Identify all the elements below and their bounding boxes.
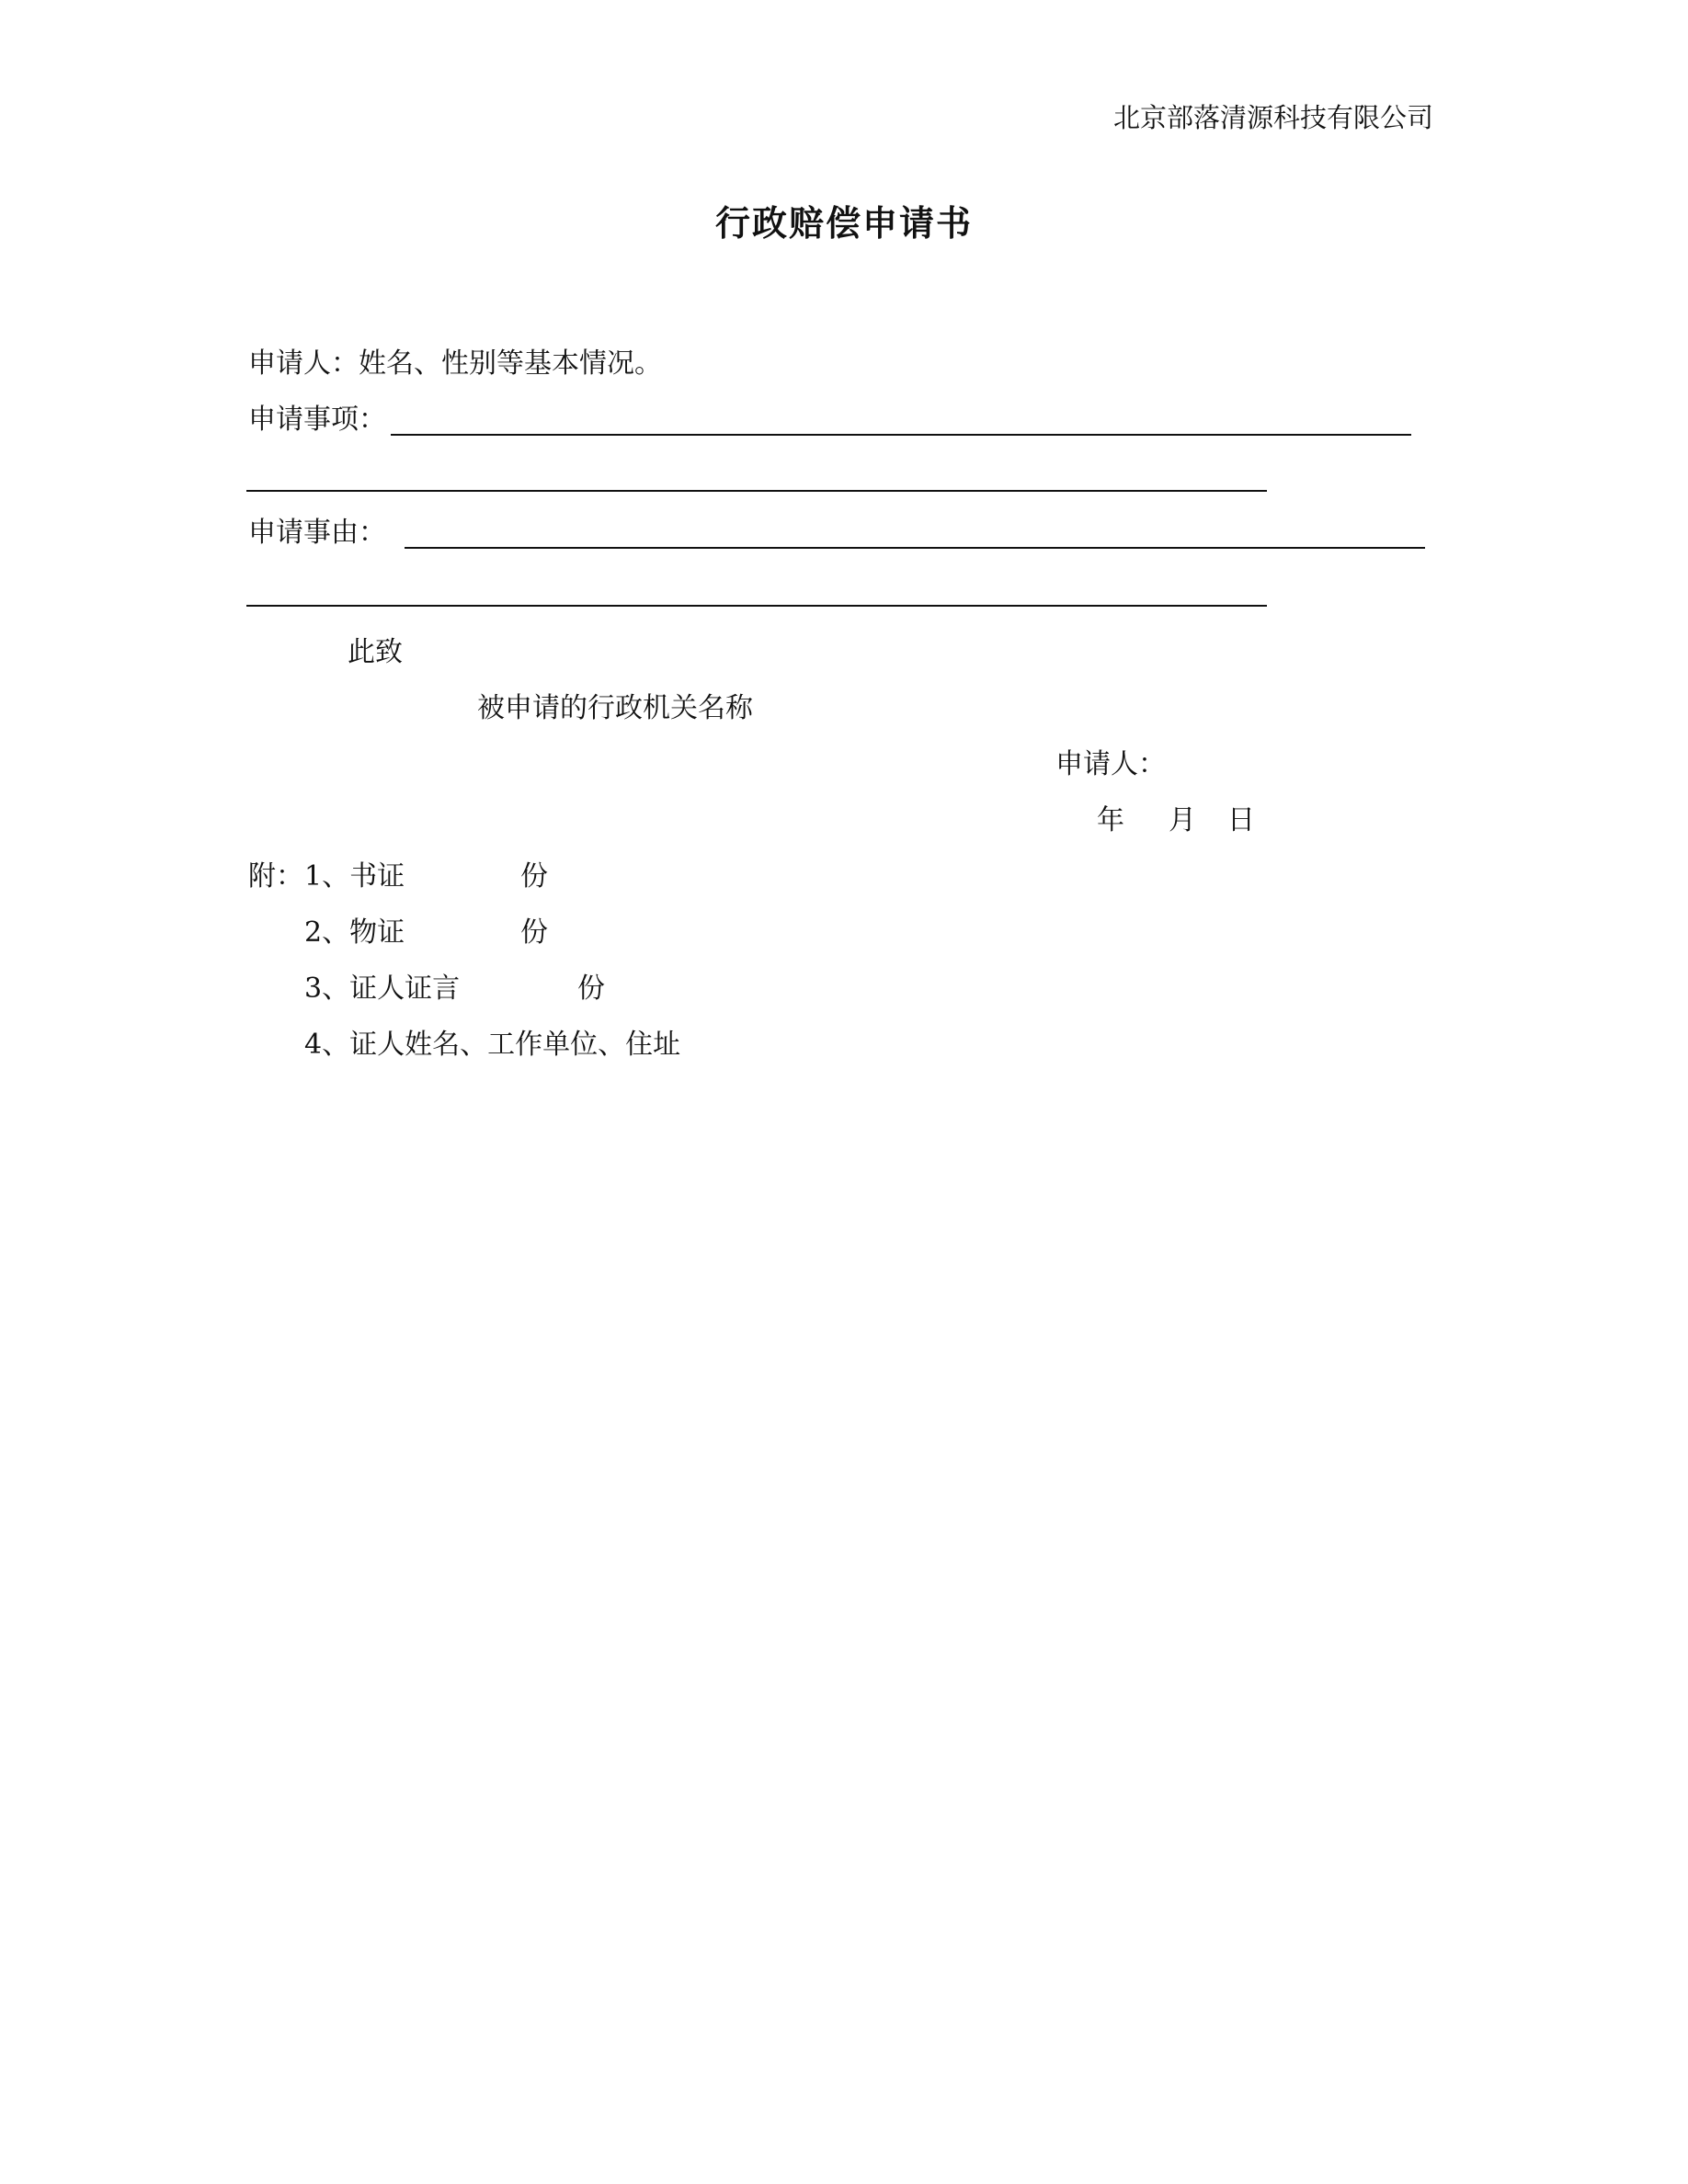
attachment-item-label: 2、物证 — [304, 916, 405, 949]
reason-blank-line-1[interactable] — [405, 547, 1425, 549]
reason-blank-line-2[interactable] — [246, 605, 1267, 607]
attachment-item-unit: 份 — [520, 860, 548, 893]
salutation: 此致 — [348, 636, 403, 668]
reason-label: 申请事由： — [248, 517, 386, 549]
request-label: 申请事项： — [248, 404, 386, 436]
attachment-item-label: 4、证人姓名、工作单位、住址 — [304, 1029, 681, 1061]
document-title: 行政赔偿申请书 — [714, 203, 973, 244]
company-name: 北京部落清源科技有限公司 — [1112, 102, 1433, 133]
request-blank-line-2[interactable] — [246, 490, 1267, 492]
attachment-item-unit: 份 — [577, 973, 605, 1005]
date-year: 年 — [1097, 804, 1124, 836]
attachments-prefix: 附： — [248, 860, 303, 893]
signature-label: 申请人： — [1055, 748, 1166, 780]
attachment-item-label: 1、书证 — [304, 860, 405, 893]
date-day: 日 — [1227, 804, 1255, 836]
request-blank-line-1[interactable] — [391, 434, 1411, 436]
applicant-info-line: 申请人：姓名、性别等基本情况。 — [248, 347, 662, 380]
recipient-agency: 被申请的行政机关名称 — [477, 692, 753, 724]
date-month: 月 — [1169, 804, 1196, 836]
attachment-item-unit: 份 — [520, 916, 548, 949]
attachment-item-label: 3、证人证言 — [304, 973, 461, 1005]
